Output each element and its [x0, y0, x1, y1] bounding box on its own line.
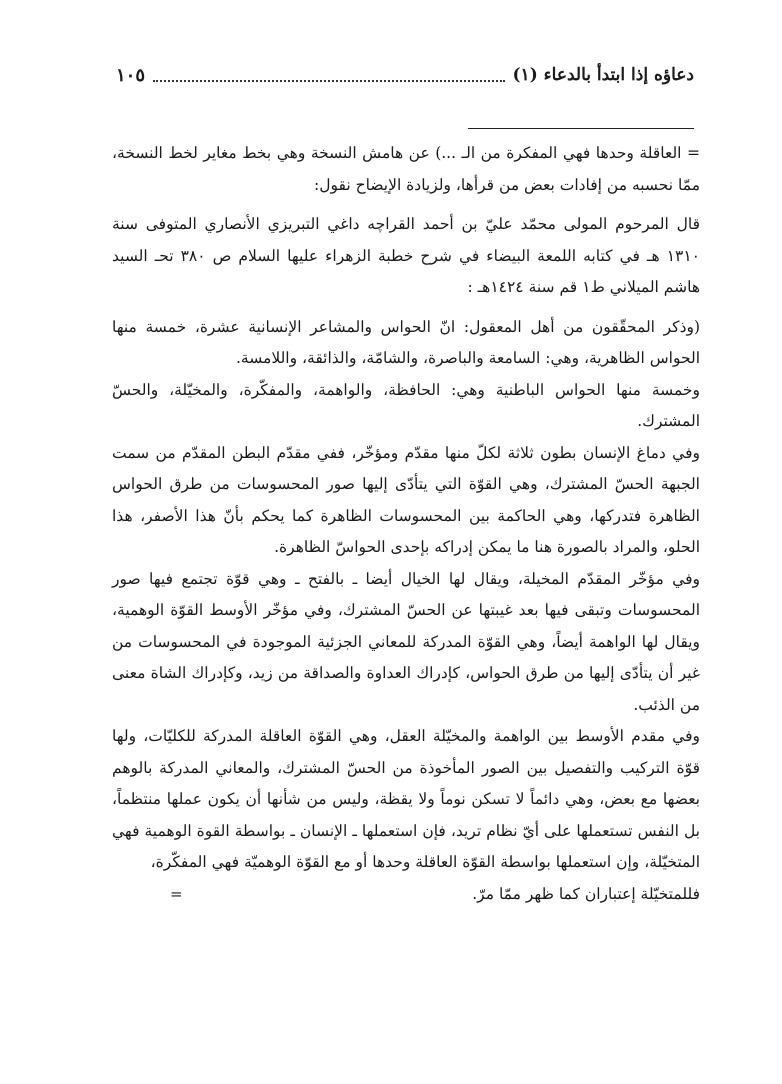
closing-line [112, 879, 700, 911]
paragraph: وخمسة منها الحواس الباطنية وهي: الحافظة، والواهمة، والمفكّرة، والمخيّلة، والحسّ المشترك. [112, 380, 700, 430]
page-number: ١٠٥ [116, 64, 146, 86]
closing-text: فللمتخيّلة إعتباران كما ظهر ممّا مرّ. [472, 884, 700, 903]
footnote-body [112, 138, 700, 910]
continuation-mark: = [170, 884, 183, 903]
paragraph: وفي مقدم الأوسط بين الواهمة والمخيّلة العقل، وهي القوّة العاقلة المدركة للكليّات، ولها قوّة التركيب والتفصيل بين الصور المأخوذة من الحسّ المشترك، والمعاني المدركة بالوهم بعضها مع بعض، وهي دائماً لا تسكن نوماً ولا يقظة، وليس من شأنها أن يكون عملها منتظماً، بل النفس تستعملها على أيّ نظام تريد، فإن استعملها ـ الإنسان ـ بواسطة القوة الوهمية فهي المتخيّلة، وإن استعملها بواسطة القوّة العاقلة وحدها أو مع القوّة الوهميّة فهي المفكّرة، [112, 727, 700, 871]
paragraph: قال المرحوم المولى محمّد عليّ بن أحمد القراچه داغي التبريزي الأنصاري المتوفى سنة ١٣١٠ هـ في كتابه اللمعة البيضاء في شرح خطبة الزهراء عليها السلام ص ٣٨٠ تحـ السيد هاشم الميلاني ط١ قم سنة ١٤٢٤هـ : [112, 215, 700, 296]
footnote-separator [468, 128, 694, 129]
paragraph: = العاقلة وحدها فهي المفكرة من الـ ...) عن هامش النسخة وهي بخط مغاير لخط النسخة، ممّا نحسبه من إفادات بعض من قرأها، ولزيادة الإيضاح نقول: [112, 144, 700, 194]
running-title: دعاؤه إذا ابتدأ بالدعاء (١) [512, 65, 694, 85]
dotted-leader [153, 68, 504, 82]
running-header [116, 62, 694, 88]
paragraph: (وذكر المحقّقون من أهل المعقول: انّ الحواس والمشاعر الإنسانية عشرة، خمسة منها الحواس الظاهرية، وهي: السامعة والباصرة، والشامّة، والذائقة، واللامسة. [112, 317, 700, 367]
paragraph: وفي دماغ الإنسان بطون ثلاثة لكلّ منها مقدّم ومؤخّر، ففي مقدّم البطن المقدّم من سمت الجبهة الحسّ المشترك، وهي القوّة التي يتأدّى إليها صور المحسوسات من طرق الحواس الظاهرة فتدركها، وهي الحاكمة بين المحسوسات الظاهرة كما يحكم بأنّ هذا الأصفر، هذا الحلو، والمراد بالصورة هنا ما يمكن إدراكه بإحدى الحواسّ الظاهرة. [112, 443, 700, 556]
paragraph: وفي مؤخّر المقدّم المخيلة، ويقال لها الخيال أيضا ـ بالفتح ـ وهي قوّة تجتمع فيها صور المحسوسات وتبقى فيها بعد غيبتها عن الحسّ المشترك، وفي مؤخّر الأوسط القوّة الوهمية، ويقال لها الواهمة أيضاً، وهي القوّة المدركة للمعاني الجزئية الموجودة في المحسوسات من غير أن يتأدّى إليها من طرق الحواس، كإدراك العداوة والصداقة من زيد، وكإدراك الشاة معنى من الذئب. [112, 569, 700, 714]
